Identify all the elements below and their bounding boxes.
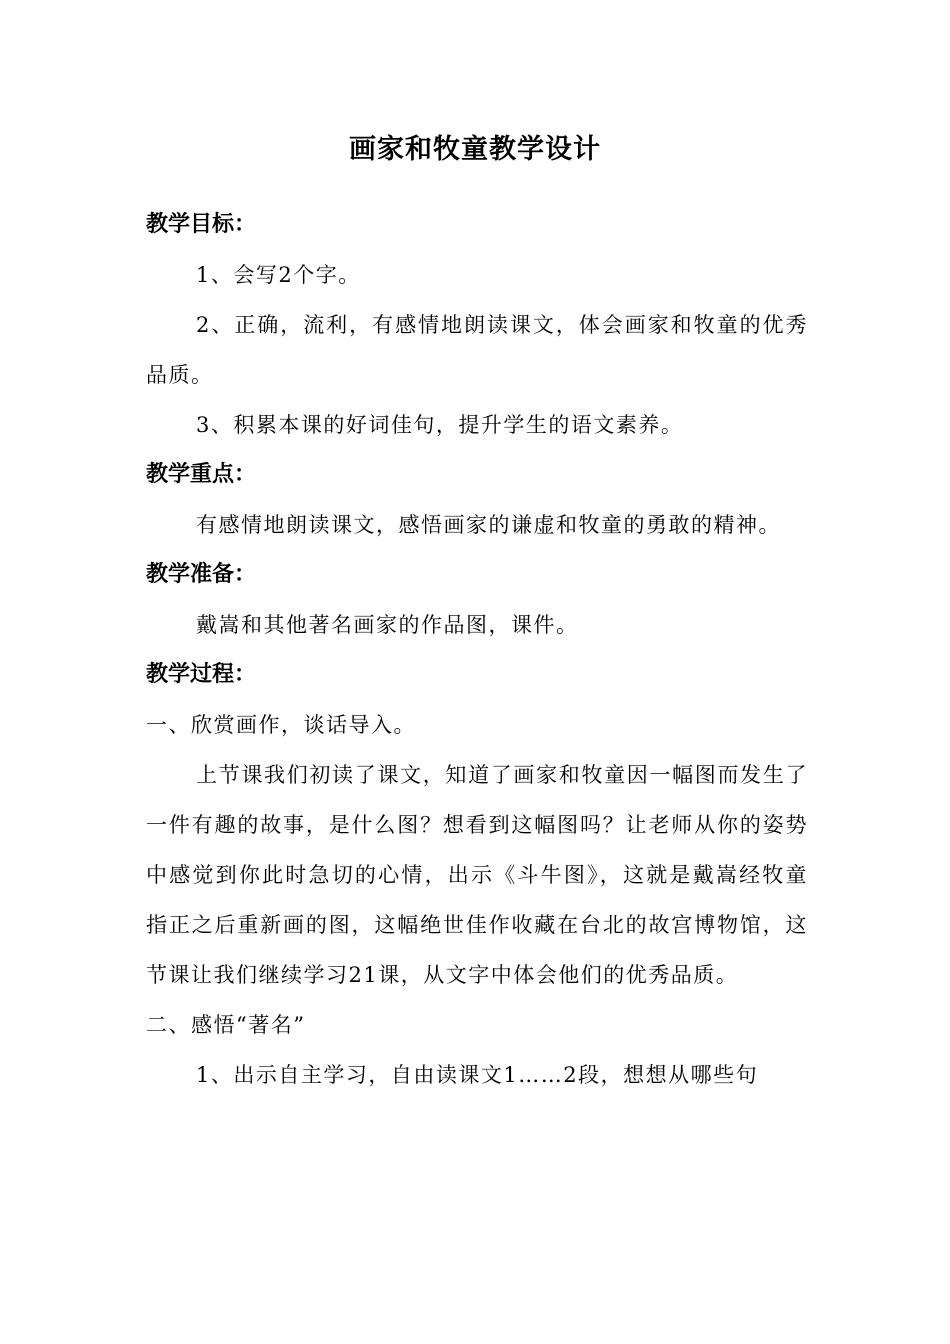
preparation-heading: 教学准备：: [146, 562, 257, 587]
preparation-text: 戴嵩和其他著名画家的作品图，课件。: [196, 613, 579, 637]
process-step-2-item-1: 1、出示自主学习，自由读课文1……2段，想想从哪些句: [196, 1063, 759, 1087]
process-step-2-title: 二、感悟“著名”: [146, 1013, 306, 1037]
key-points-heading: 教学重点：: [146, 462, 257, 487]
document-body: [146, 200, 808, 1100]
objectives-heading: 教学目标：: [146, 212, 257, 237]
document-title: 画家和牧童教学设计: [349, 134, 601, 165]
objective-item: 1、会写2个字。: [196, 263, 361, 287]
objective-item: 3、积累本课的好词佳句，提升学生的语文素养。: [196, 413, 684, 437]
process-heading: 教学过程：: [146, 662, 257, 687]
process-step-1-text: 上节课我们初读了课文，知道了画家和牧童因一幅图而发生了一件有趣的故事，是什么图？想看到这幅图吗？让老师从你的姿势中感觉到你此时急切的心情，出示《斗牛图》，这就是戴嵩经牧童指正之后重新画的图，这幅绝世佳作收藏在台北的故宫博物馆，这节课让我们继续学习21课，从文字中体会他们的优秀品质。: [146, 763, 808, 987]
key-points-text: 有感情地朗读课文，感悟画家的谦虚和牧童的勇敢的精神。: [196, 513, 781, 537]
process-step-1-title: 一、欣赏画作，谈话导入。: [146, 713, 416, 737]
objective-item: 2、正确，流利，有感情地朗读课文，体会画家和牧童的优秀品质。: [146, 313, 808, 387]
